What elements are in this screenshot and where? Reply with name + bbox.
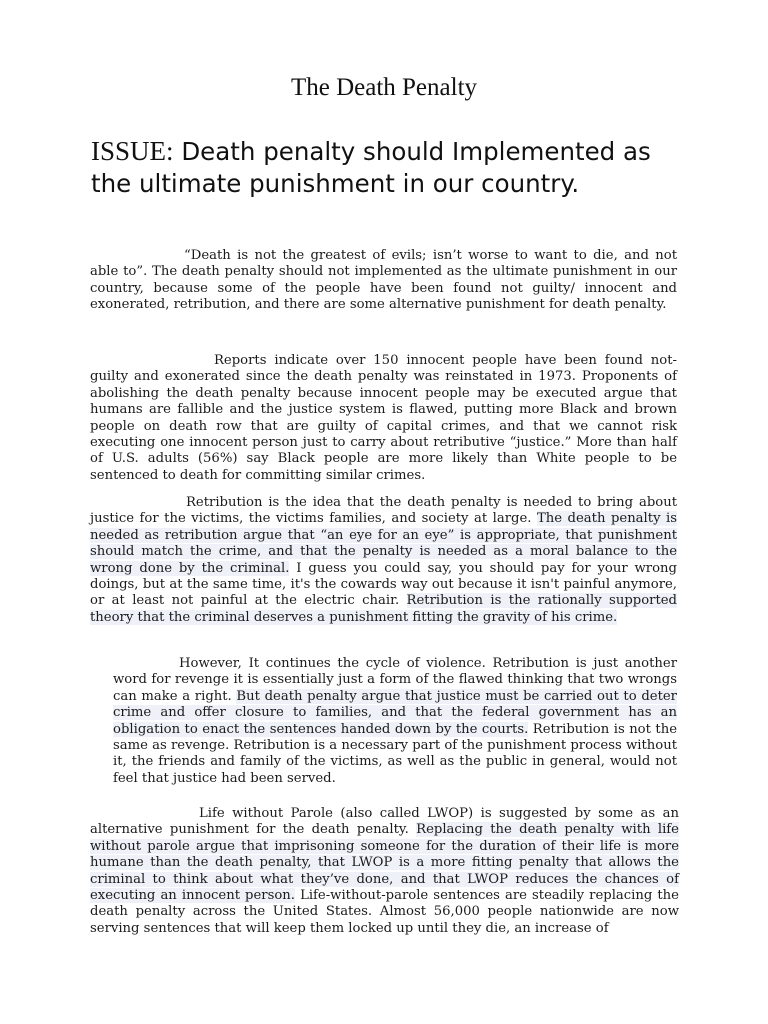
paragraph-text: Life without Parole (also called LWOP) is suggested by some as an alternative punishment for the death penalty. <box>90 806 679 838</box>
highlighted-text: The death penalty is needed as retribution argue that “an eye for an eye” is appropriate, that punishment should match the crime, and that the penalty is needed as a moral balance to the wrong done by the criminal. <box>90 511 677 576</box>
paragraph-text: Reports indicate over 150 innocent people have been found not-guilty and exonerated since the death penalty was reinstated in 1973. Proponents of abolishing the death penalty because innocent people may be executed argue that humans are fallible and the justice system is flawed, putting more Black and brown people on death row that are guilty of capital crimes, and that we cannot risk executing one innocent person just to carry about retributive “justice.” <box>90 353 677 451</box>
paragraph-text: However, It continues the cycle of violence. Retribution is just another word for revenge it is essentially just a form of the flawed thinking that two wrongs can make a right. <box>113 656 677 704</box>
paragraph-text: Life-without-parole sentences are steadily replacing the death penalty across the United States. Almost 56,000 people nationwide are now serving sentences that will keep them locked up until they die, an increase of <box>90 888 679 936</box>
paragraph-innocence <box>90 353 677 484</box>
paragraph-lwop <box>90 806 679 937</box>
issue-text: Death penalty should Implemented as the ultimate punishment in our country. <box>91 137 651 198</box>
paragraph-intro <box>90 248 677 314</box>
paragraph-text: “Death is not the greatest of evils; isn’t worse to want to die, and not able to”. The death penalty should not implemented as the ultimate punishment in our country, because some of the people have been found not guilty/ innocent and exonerated, retribution, and there are some alternative punishment for death penalty. <box>90 248 677 313</box>
paragraph-text: I guess you could say, you should pay for your wrong doings, but at the same time, it's the cowards way out because it isn't painful anymore, or at least not painful at the electric chair. <box>90 560 677 609</box>
paragraph-text: Retribution is not the same as revenge. Retribution is a necessary part of the punishment process without it, the friends and family of the victims, as well as the public in general, would not feel that justice had been served. <box>113 721 678 786</box>
highlighted-text: Retribution is the rationally supported theory that the criminal deserves a punishment fitting the gravity of his crime. <box>90 593 677 625</box>
paragraph-text: More than half of U.S. adults (56%) say Black people are more likely than White people to be sentenced to death for committing similar crimes. <box>90 435 677 483</box>
highlighted-text: Replacing the death penalty with life without parole argue that imprisoning someone for the duration of their life is more humane than the death penalty, that LWOP is a more fitting penalty that allows the criminal to think about what they’ve done, and that LWOP reduces the chances of executing an innocent person. <box>90 822 679 904</box>
paragraph-retribution <box>90 495 677 626</box>
page-title: The Death Penalty <box>290 74 478 101</box>
issue-statement <box>91 135 691 200</box>
highlighted-text: But death penalty argue that justice must be carried out to deter crime and offer closure to families, and that the federal government has an obligation to enact the sentences handed down by the courts. <box>113 688 677 737</box>
paragraph-counterargument <box>113 656 677 787</box>
issue-label: ISSUE: <box>91 136 174 166</box>
paragraph-text: Retribution is the idea that the death penalty is needed to bring about justice for the victims, the victims families, and society at large. <box>90 495 677 527</box>
